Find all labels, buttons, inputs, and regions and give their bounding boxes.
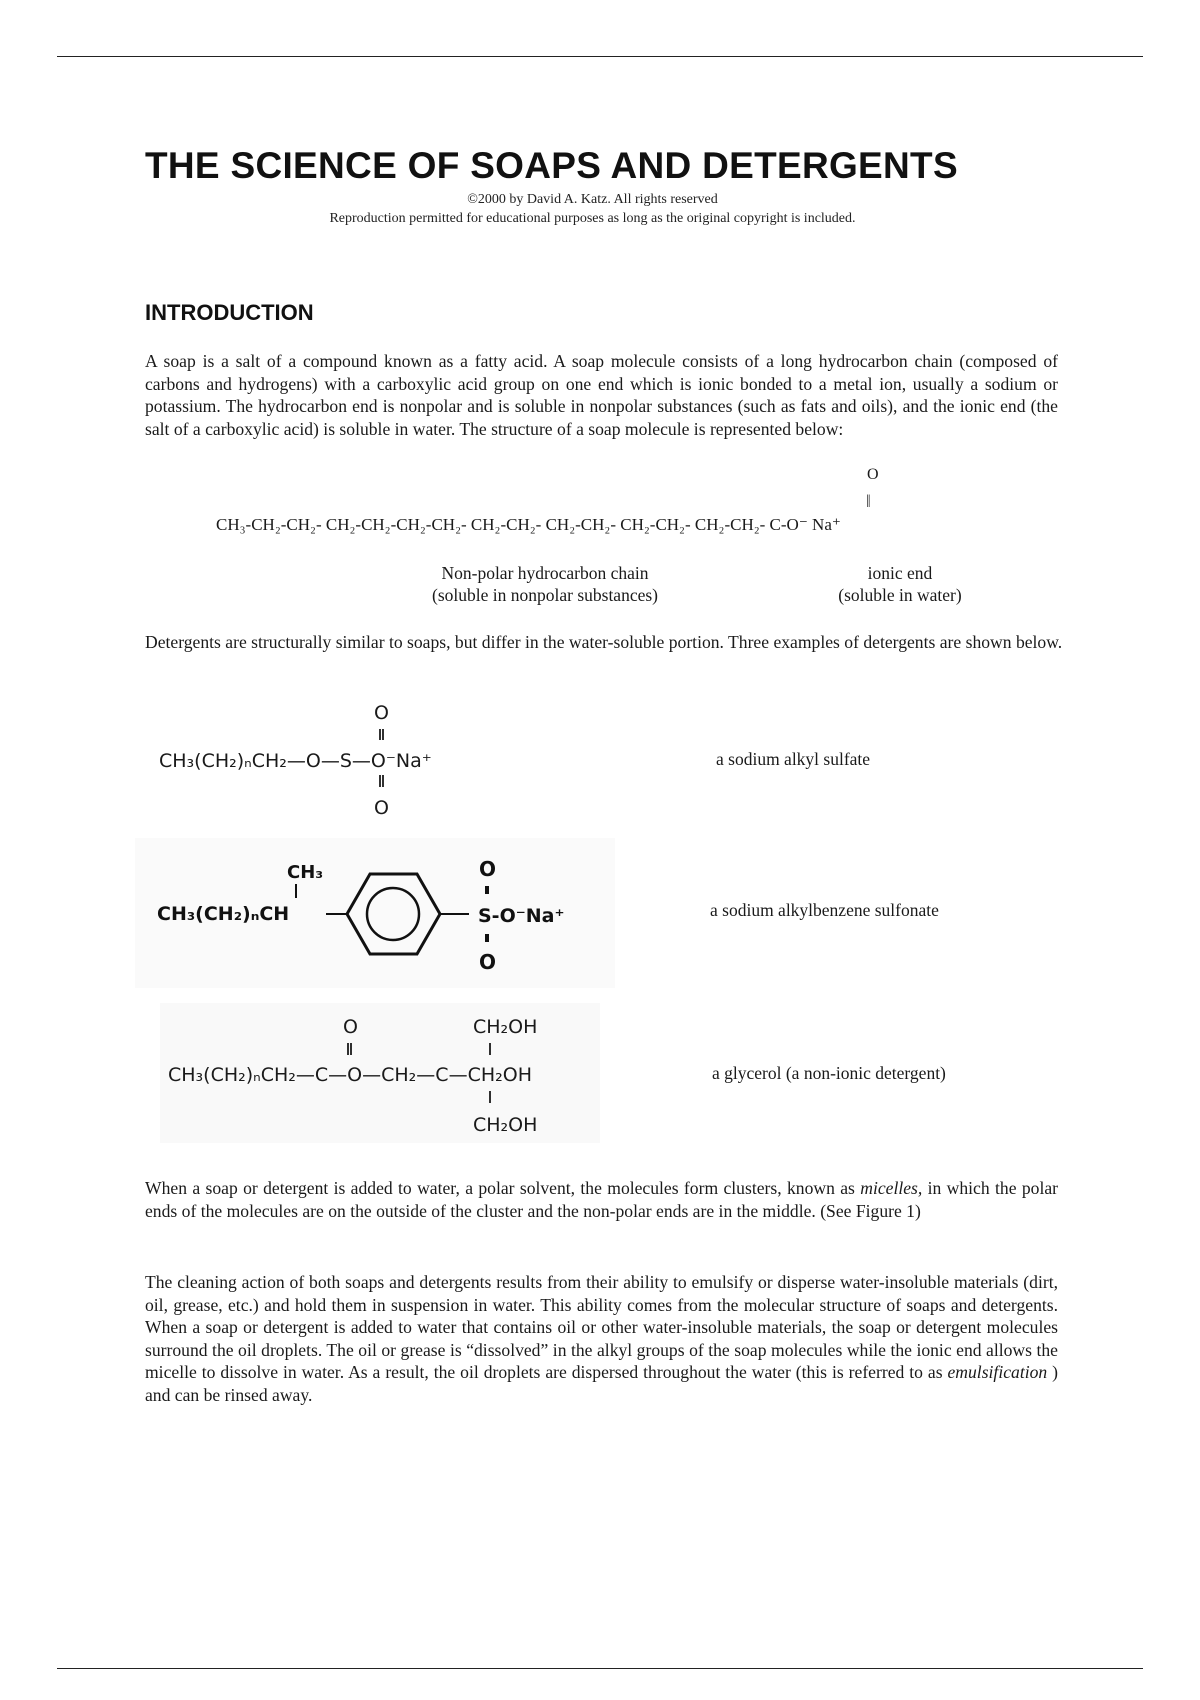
- glycerol-detergent-structure: [160, 1003, 600, 1143]
- benzene-ring: [347, 874, 440, 954]
- emulsification-term: emulsification: [947, 1362, 1048, 1383]
- ionic-end-caption-title: ionic end: [867, 563, 933, 583]
- top-rule: [57, 56, 1143, 57]
- soap-double-bond: ||: [866, 493, 870, 508]
- cleaning-paragraph-text-end: ) and can be rinsed away.: [145, 1362, 1058, 1405]
- micelles-term: micelles,: [860, 1178, 923, 1198]
- detergents-paragraph: Detergents are structurally similar to soaps, but differ in the water-soluble portion. Three examples of detergents are shown below.: [145, 632, 1063, 652]
- label-sodium-alkylbenzene-sulfonate: a sodium alkylbenzene sulfonate: [710, 900, 939, 920]
- micelle-paragraph-text: When a soap or detergent is added to water, a polar solvent, the molecules form clusters, known as: [145, 1178, 861, 1198]
- nonpolar-chain-caption: [380, 562, 710, 606]
- alkyl-sulfate-bottom-oxygen: O: [374, 797, 389, 819]
- micelle-paragraph-text-end: in which the polar ends of the molecules are on the outside of the cluster and the non-polar ends are in the middle. (See Figure 1): [145, 1178, 1059, 1221]
- nonpolar-chain-caption-note: (soluble in nonpolar substances): [432, 585, 658, 605]
- cleaning-action-paragraph: [145, 1271, 1058, 1407]
- glycerol-formula: CH₃(CH₂)ₙCH₂—C—O—CH₂—C—CH₂OH: [168, 1064, 532, 1086]
- ionic-end-caption: [790, 562, 1010, 606]
- alkyl-sulfate-top-oxygen: O: [374, 702, 389, 724]
- soap-carbonyl-oxygen: O: [867, 466, 879, 483]
- sulfonate-group: S-O⁻Na⁺: [478, 905, 565, 927]
- alkyl-sulfate-structure: [155, 697, 485, 827]
- alkyl-sulfate-formula: CH₃(CH₂)ₙCH₂—O—S—O⁻Na⁺: [159, 750, 432, 772]
- introduction-heading: INTRODUCTION: [145, 300, 314, 325]
- alkylbenzene-sulfonate-structure: [135, 838, 615, 988]
- glycerol-top-hydroxymethyl: CH₂OH: [473, 1016, 538, 1038]
- cleaning-paragraph-text: The cleaning action of both soaps and detergents results from their ability to emulsify or disperse water-insoluble materials (dirt, oil, grease, etc.) and hold them in suspension in water. This ability comes from the molecular structure of soaps and detergents. When a soap or detergent is added to water that contains oil or other water-insoluble materials, the soap or detergent molecules surround the oil droplets. The oil or grease is “dissolved” in the alkyl groups of the soap molecules while the ionic end allows the micelle to dissolve in water. As a result, the oil droplets are dispersed throughout the water (this is referred to as: [145, 1272, 1058, 1383]
- alkyl-chain: CH₃(CH₂)ₙCH: [157, 903, 290, 925]
- methyl-group: CH₃: [287, 862, 324, 883]
- soap-formula: CH₃-CH₂-CH₂- CH₂-CH₂-CH₂-CH₂- CH₂-CH₂- CH₂-CH₂- CH₂-CH₂- CH₂-CH₂- C-O⁻ Na⁺: [216, 515, 841, 534]
- intro-paragraph-soap: A soap is a salt of a compound known as a fatty acid. A soap molecule consists of a long hydrocarbon chain (composed of carbons and hydrogens) with a carboxylic acid group on one end which is ionic bonded to a metal ion, usually a sodium or potassium. The hydrocarbon end is nonpolar and is soluble in nonpolar substances (such as fats and oils), and the ionic end (the salt of a carboxylic acid) is soluble in water. The structure of a soap molecule is represented below:: [145, 351, 1058, 439]
- copyright-line: ©2000 by David A. Katz. All rights reserved: [467, 192, 718, 207]
- bottom-rule: [57, 1668, 1143, 1669]
- reproduction-notice: Reproduction permitted for educational purposes as long as the original copyright is included.: [329, 211, 856, 226]
- sulfonate-bottom-oxygen: O: [479, 950, 497, 974]
- glycerol-bottom-hydroxymethyl: CH₂OH: [473, 1114, 538, 1136]
- micelle-paragraph: [145, 1177, 1058, 1222]
- benzene-ring-circle: [367, 888, 419, 940]
- ionic-end-caption-note: (soluble in water): [838, 585, 962, 605]
- label-sodium-alkyl-sulfate: a sodium alkyl sulfate: [716, 749, 871, 769]
- document-title: THE SCIENCE OF SOAPS AND DETERGENTS: [145, 145, 958, 186]
- glycerol-carbonyl-oxygen: O: [343, 1016, 358, 1038]
- nonpolar-chain-caption-title: Non-polar hydrocarbon chain: [441, 563, 649, 583]
- label-glycerol-detergent: a glycerol (a non-ionic detergent): [712, 1063, 946, 1083]
- sulfonate-top-oxygen: O: [479, 857, 497, 881]
